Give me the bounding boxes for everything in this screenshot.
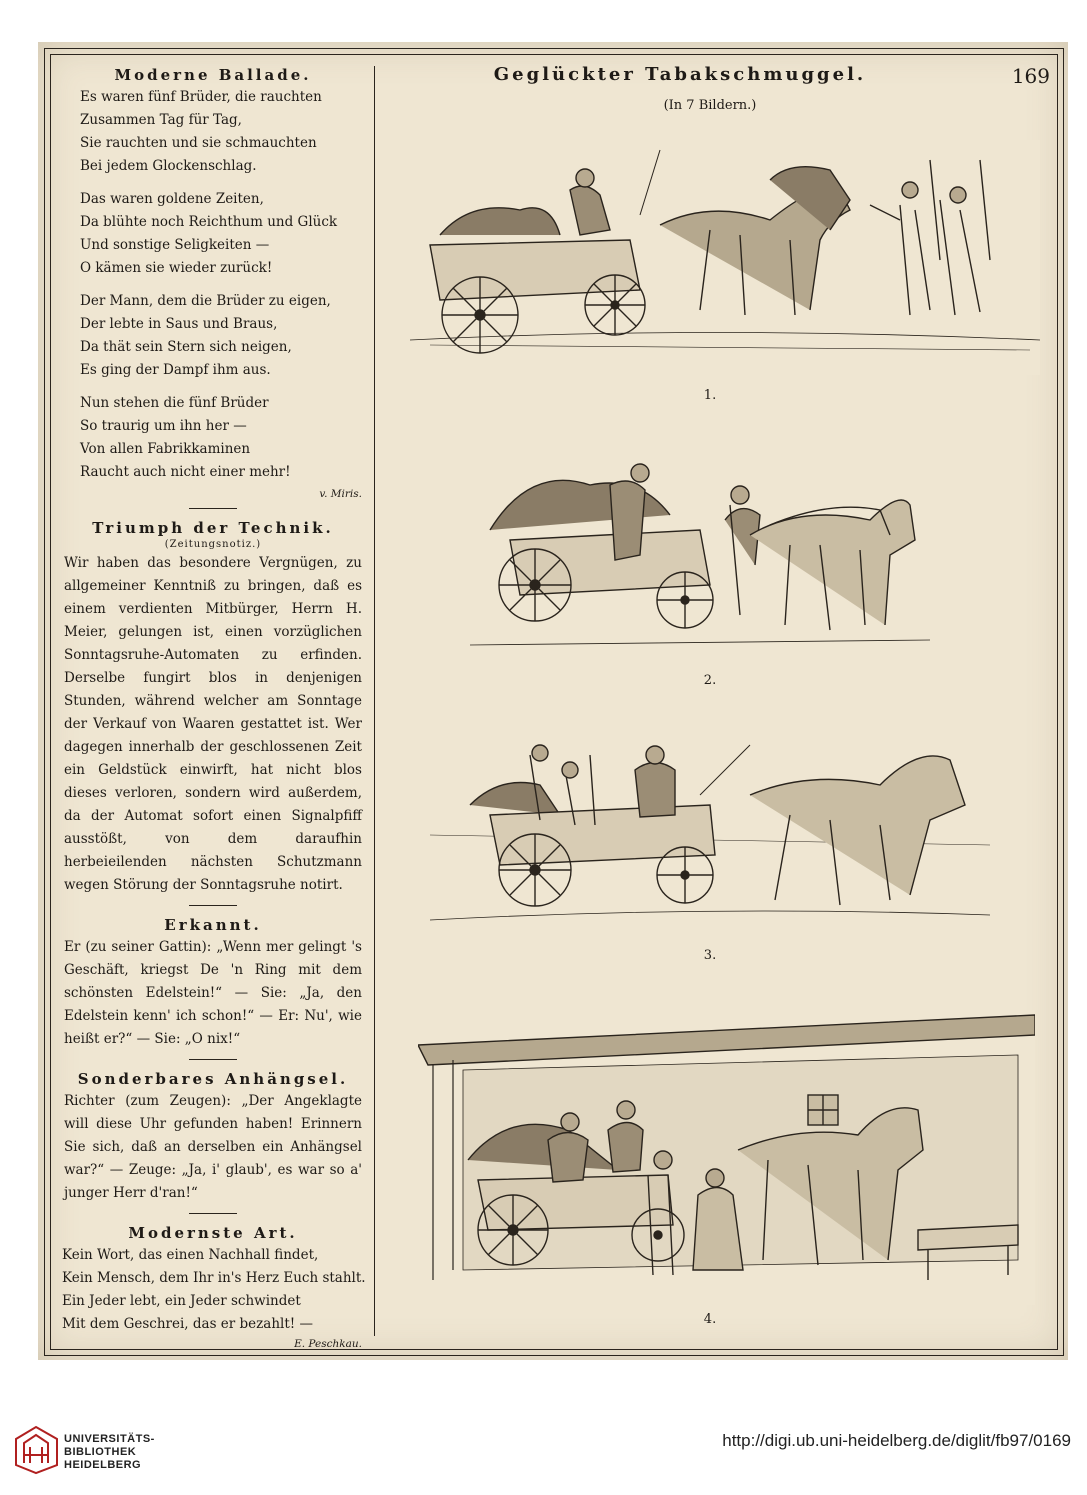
- page-number: 169: [1011, 64, 1050, 88]
- article-modernste-art: [58, 1224, 368, 1350]
- poem-line: Es ging der Dampf ihm aus.: [80, 362, 271, 378]
- stanza: [80, 392, 368, 484]
- section-rule: [189, 1213, 237, 1214]
- article-moderne-ballade: [58, 66, 368, 500]
- poem-line: Es waren fünf Brüder, die rauchten: [80, 89, 322, 105]
- column-divider: [374, 66, 375, 1336]
- poem-line: Kein Mensch, dem Ihr in's Herz Euch stahlt.: [62, 1270, 366, 1286]
- poem-line: Ein Jeder lebt, ein Jeder schwindet: [62, 1293, 301, 1309]
- poem-line: Kein Wort, das einen Nachhall findet,: [62, 1247, 319, 1263]
- illustration-3: [430, 725, 990, 940]
- article-erkannt: [58, 916, 368, 1051]
- illustration-1: [410, 140, 1040, 375]
- signature: E. Peschkau.: [294, 1338, 362, 1350]
- stanza: [80, 188, 368, 280]
- footer-bar: [0, 1405, 1087, 1495]
- caption-2: 2.: [703, 673, 717, 688]
- section-rule: [189, 508, 237, 509]
- library-name-line: BIBLIOTHEK: [64, 1446, 137, 1458]
- poem-line: Und sonstige Seligkeiten —: [80, 237, 270, 253]
- poem-line: Bei jedem Glockenschlag.: [80, 158, 257, 174]
- stanza: [80, 86, 368, 178]
- article-text: Wir haben das besondere Vergnügen, zu allgemeiner Kenntniß zu bringen, daß es einem verdienten Mitbürger, Herrn H. Meier, gelungen ist, einen vorzüglichen Sonntagsruhe-Automaten zu erfinden. Derselbe fungirt blos in denjenigen Stunden, während welcher am Sonntage der Verkauf von Waaren gestattet ist. Wer dagegen innerhalb der geschlossenen Zeit ein Geldstück einwirft, hat nicht blos dieses verloren, sondern wird außerdem, da der Automat sofort einen Signalpfiff ausstößt, von dem daraufhin herbeieilenden nächsten Schutzmann wegen Störung der Sonntagsruhe notirt.: [64, 555, 362, 893]
- poem-line: Nun stehen die fünf Brüder: [80, 395, 269, 411]
- article-text: Er (zu seiner Gattin): „Wenn mer gelingt 's Geschäft, kriegst De 'n Ring mit dem schönsten Edelstein!“ — Sie: „Ja, den Edelstein kenn' ich schon!“ — Er: Nu', wie heißt er?“ — Sie: „O nix!“: [64, 939, 362, 1047]
- left-column: [58, 62, 368, 1354]
- article-title: Triumph der Technik.: [92, 519, 334, 537]
- article-sonderbares-anhaengsel: [58, 1070, 368, 1205]
- wagon-drawing: [470, 445, 930, 665]
- article-title: Modernste Art.: [128, 1224, 298, 1242]
- poem-line: Mit dem Geschrei, das er bezahlt! —: [62, 1316, 313, 1332]
- page-subtitle: (In 7 Bildern.): [663, 98, 757, 113]
- poem-line: Der Mann, dem die Brüder zu eigen,: [80, 293, 331, 309]
- section-rule: [189, 1059, 237, 1060]
- poem-line: Da thät sein Stern sich neigen,: [80, 339, 292, 355]
- caption-4: 4.: [703, 1312, 717, 1327]
- poem-line: Zusammen Tag für Tag,: [80, 112, 242, 128]
- illustration-2: [470, 445, 930, 665]
- signature: v. Miris.: [319, 488, 362, 500]
- article-triumph-der-technik: [58, 519, 368, 897]
- article-title: Sonderbares Anhängsel.: [77, 1070, 349, 1088]
- poem-line: Der lebte in Saus und Braus,: [80, 316, 278, 332]
- article-text: Richter (zum Zeugen): „Der Angeklagte will diese Uhr gefunden haben! Erinnern Sie sich, daß an derselben ein Anhängsel war?“ — Zeuge: „Ja, i' glaub', es war so a' junger Herr d'ran!“: [64, 1093, 362, 1201]
- source-url-link[interactable]: http://digi.ub.uni-heidelberg.de/diglit/fb97/0169: [722, 1431, 1071, 1450]
- poem-line: O kämen sie wieder zurück!: [80, 260, 273, 276]
- wagon-drawing: [410, 140, 1040, 375]
- poem-line: Das waren goldene Zeiten,: [80, 191, 264, 207]
- poem: [62, 1244, 368, 1336]
- library-logo-icon: [14, 1425, 59, 1475]
- library-name-line: HEIDELBERG: [64, 1459, 142, 1471]
- stanza: [80, 290, 368, 382]
- section-rule: [189, 905, 237, 906]
- caption-3: 3.: [703, 948, 717, 963]
- library-name-line: UNIVERSITÄTS-: [64, 1433, 155, 1445]
- poem-line: Raucht auch nicht einer mehr!: [80, 464, 291, 480]
- wagon-drawing: [430, 725, 990, 940]
- poem-line: Da blühte noch Reichthum und Glück: [80, 214, 338, 230]
- poem-line: Sie rauchten und sie schmauchten: [80, 135, 317, 151]
- poem: [80, 86, 368, 484]
- caption-1: 1.: [703, 388, 717, 403]
- article-title: Erkannt.: [164, 916, 262, 934]
- library-name: [64, 1433, 155, 1472]
- illustration-4: [418, 1010, 1035, 1305]
- article-title: Moderne Ballade.: [114, 66, 312, 84]
- article-subtitle: (Zeitungsnotiz.): [164, 539, 262, 550]
- poem-line: Von allen Fabrikkaminen: [80, 441, 251, 457]
- stable-drawing: [418, 1010, 1035, 1305]
- page-title: Geglückter Tabakschmuggel.: [493, 64, 867, 85]
- poem-line: So traurig um ihn her —: [80, 418, 247, 434]
